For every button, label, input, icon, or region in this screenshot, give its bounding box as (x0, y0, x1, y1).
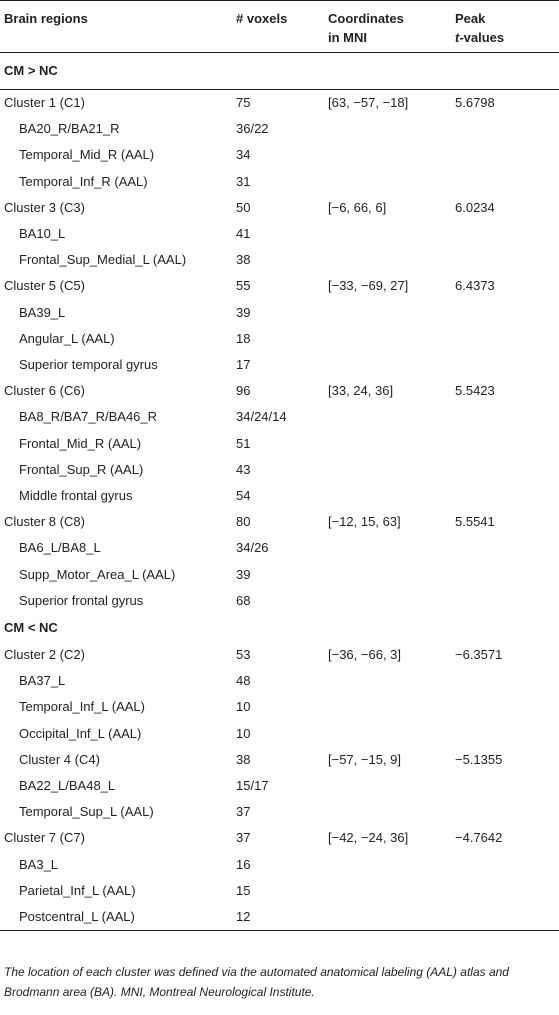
region-name: Frontal_Sup_Medial_L (AAL) (19, 252, 187, 268)
cluster-voxels: 75 (236, 95, 251, 110)
empty-cell (451, 773, 559, 799)
header-voxels: # voxels (232, 1, 324, 53)
empty-cell (324, 404, 451, 430)
region-name: BA8_R/BA7_R/BA46_R (19, 409, 158, 425)
region-row (0, 799, 559, 825)
region-name: BA6_L/BA8_L (19, 540, 101, 556)
region-voxels: 39 (236, 566, 251, 582)
cluster-row (0, 509, 559, 535)
region-voxels: 41 (236, 226, 251, 242)
header-coordinates: Coordinates in MNI (324, 1, 451, 53)
region-row (0, 668, 559, 694)
region-name: BA37_L (19, 673, 66, 689)
cluster-row (0, 90, 559, 117)
region-row (0, 535, 559, 561)
cluster-peak-t-value: 5.6798 (455, 95, 495, 110)
region-name: BA22_L/BA48_L (19, 778, 116, 794)
region-voxels: 38 (236, 252, 251, 268)
region-voxels: 54 (236, 488, 251, 504)
cluster-name: Cluster 4 (C4) (19, 751, 100, 767)
empty-cell (451, 116, 559, 142)
cluster-row (0, 273, 559, 299)
region-voxels: 16 (236, 856, 251, 872)
region-row (0, 431, 559, 457)
region-voxels: 10 (236, 699, 251, 715)
cluster-coordinates: [−33, −69, 27] (328, 278, 409, 294)
empty-cell (324, 878, 451, 904)
region-row (0, 878, 559, 904)
region-row (0, 483, 559, 509)
region-row (0, 404, 559, 430)
empty-cell (324, 169, 451, 195)
cluster-voxels: 96 (236, 383, 251, 399)
empty-cell (324, 326, 451, 352)
header-brain-regions: Brain regions (0, 1, 232, 53)
empty-cell (451, 799, 559, 825)
region-name: Frontal_Sup_R (AAL) (19, 461, 144, 477)
cluster-name: Cluster 6 (C6) (4, 383, 85, 399)
region-name: Frontal_Mid_R (AAL) (19, 435, 142, 451)
empty-cell (451, 904, 559, 931)
group-label: CM > NC (0, 53, 559, 90)
cluster-voxels: 50 (236, 199, 251, 215)
region-voxels: 31 (236, 173, 251, 189)
region-name: Middle frontal gyrus (19, 488, 133, 504)
empty-cell (324, 142, 451, 168)
empty-cell (451, 588, 559, 614)
region-voxels: 39 (236, 304, 251, 320)
cluster-peak-t-value: 5.5423 (455, 383, 495, 399)
region-name: Temporal_Mid_R (AAL) (19, 147, 155, 163)
table-body (0, 53, 559, 931)
empty-cell (451, 721, 559, 747)
cluster-peak-t-value: −6.3571 (455, 647, 503, 663)
cluster-peak-t-value: −5.1355 (455, 751, 503, 767)
cluster-voxels: 80 (236, 514, 251, 530)
cluster-coordinates: [−36, −66, 3] (328, 647, 402, 663)
header-peak-t-values: Peak t-values (451, 1, 559, 53)
cluster-peak-t-value: 6.4373 (455, 278, 495, 294)
region-row (0, 169, 559, 195)
cluster-name: Cluster 2 (C2) (4, 647, 85, 663)
region-name: Parietal_Inf_L (AAL) (19, 882, 136, 898)
region-voxels: 68 (236, 592, 251, 608)
region-row (0, 221, 559, 247)
region-row (0, 588, 559, 614)
cluster-row (0, 825, 559, 851)
empty-cell (451, 483, 559, 509)
cluster-voxels: 37 (236, 830, 251, 846)
empty-cell (324, 721, 451, 747)
cluster-row (0, 378, 559, 404)
region-row (0, 142, 559, 168)
region-row (0, 352, 559, 378)
empty-cell (324, 773, 451, 799)
table-header (0, 1, 559, 53)
cluster-peak-t-value: −4.7642 (455, 830, 503, 846)
cluster-coordinates: [−6, 66, 6] (328, 199, 387, 215)
empty-cell (451, 326, 559, 352)
empty-cell (451, 535, 559, 561)
region-name: Temporal_Inf_L (AAL) (19, 699, 145, 715)
empty-cell (451, 562, 559, 588)
empty-cell (324, 904, 451, 931)
empty-cell (324, 457, 451, 483)
region-name: BA39_L (19, 304, 66, 320)
empty-cell (324, 352, 451, 378)
region-voxels: 48 (236, 673, 251, 689)
region-name: BA3_L (19, 856, 59, 872)
cluster-name: Cluster 8 (C8) (4, 514, 85, 530)
region-row (0, 326, 559, 352)
empty-cell (451, 247, 559, 273)
empty-cell (451, 694, 559, 720)
region-voxels: 36/22 (236, 121, 269, 137)
region-voxels: 15 (236, 882, 251, 898)
region-row (0, 116, 559, 142)
cluster-coordinates: [−57, −15, 9] (328, 751, 402, 767)
region-name: BA20_R/BA21_R (19, 121, 120, 137)
cluster-voxels: 53 (236, 647, 251, 663)
region-row (0, 300, 559, 326)
cluster-coordinates: [−42, −24, 36] (328, 830, 409, 846)
cluster-coordinates: [33, 24, 36] (328, 383, 394, 399)
cluster-voxels: 55 (236, 278, 251, 294)
empty-cell (324, 483, 451, 509)
region-name: Temporal_Inf_R (AAL) (19, 173, 148, 189)
region-name: Superior frontal gyrus (19, 592, 144, 608)
empty-cell (324, 668, 451, 694)
region-name: Temporal_Sup_L (AAL) (19, 804, 154, 820)
region-row (0, 562, 559, 588)
empty-cell (324, 116, 451, 142)
cluster-peak-t-value: 5.5541 (455, 514, 495, 530)
region-voxels: 34 (236, 147, 251, 163)
empty-cell (324, 535, 451, 561)
cluster-voxels: 38 (236, 751, 251, 767)
region-row (0, 457, 559, 483)
group-label: CM < NC (4, 620, 58, 636)
cluster-row (0, 195, 559, 221)
cluster-name: Cluster 7 (C7) (4, 830, 85, 846)
region-row (0, 694, 559, 720)
region-voxels: 12 (232, 904, 324, 931)
region-name: Supp_Motor_Area_L (AAL) (19, 566, 176, 582)
cluster-name: Cluster 3 (C3) (4, 199, 85, 215)
region-name: Postcentral_L (AAL) (0, 904, 232, 931)
empty-cell (451, 169, 559, 195)
region-voxels: 17 (236, 357, 251, 373)
cluster-peak-t-value: 6.0234 (455, 199, 495, 215)
empty-cell (451, 431, 559, 457)
empty-cell (451, 404, 559, 430)
region-name: Angular_L (AAL) (19, 330, 115, 346)
empty-cell (451, 142, 559, 168)
table-footnote: The location of each cluster was defined via the automated anatomical labeling (AAL) atlas and Brodmann area (BA). MNI, Montreal Neurological Institute. (4, 965, 509, 999)
empty-cell (324, 300, 451, 326)
region-name: Superior temporal gyrus (19, 357, 158, 373)
region-voxels: 37 (236, 804, 251, 820)
empty-cell (324, 694, 451, 720)
region-voxels: 10 (236, 725, 251, 741)
empty-cell (451, 300, 559, 326)
empty-cell (324, 852, 451, 878)
cluster-name: Cluster 5 (C5) (4, 278, 85, 294)
cluster-coordinates: [63, −57, −18] (328, 95, 409, 110)
empty-cell (451, 352, 559, 378)
cluster-row (0, 642, 559, 668)
region-name: BA10_L (19, 226, 66, 242)
cluster-row (0, 747, 559, 773)
empty-cell (324, 247, 451, 273)
group-header-row (0, 53, 559, 90)
empty-cell (324, 221, 451, 247)
region-voxels: 15/17 (236, 778, 269, 794)
empty-cell (451, 878, 559, 904)
empty-cell (324, 588, 451, 614)
region-voxels: 43 (236, 461, 251, 477)
region-row (0, 721, 559, 747)
region-voxels: 34/24/14 (236, 409, 287, 425)
region-voxels: 18 (236, 330, 251, 346)
empty-cell (324, 562, 451, 588)
cluster-coordinates: [−12, 15, 63] (328, 514, 401, 530)
region-row (0, 904, 559, 931)
region-row (0, 852, 559, 878)
empty-cell (451, 457, 559, 483)
group-header-row (0, 614, 559, 642)
region-row (0, 773, 559, 799)
region-row (0, 247, 559, 273)
empty-cell (324, 799, 451, 825)
empty-cell (451, 852, 559, 878)
empty-cell (451, 668, 559, 694)
region-voxels: 51 (236, 435, 251, 451)
cluster-name: Cluster 1 (C1) (4, 95, 85, 110)
empty-cell (451, 221, 559, 247)
region-name: Occipital_Inf_L (AAL) (19, 725, 142, 741)
region-voxels: 34/26 (236, 540, 269, 556)
empty-cell (324, 431, 451, 457)
